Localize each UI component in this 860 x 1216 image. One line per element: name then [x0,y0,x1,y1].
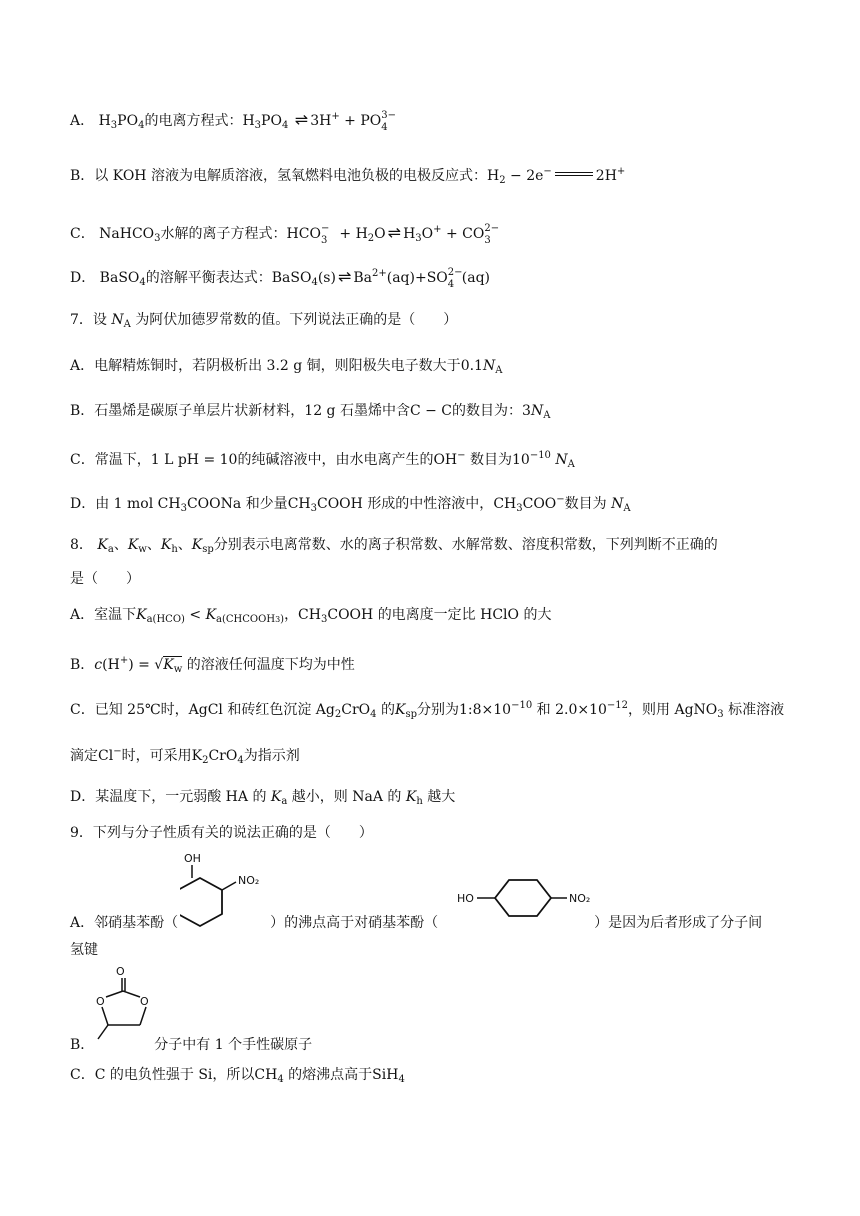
q9-option-c: C．C 的电负性强于 Si，所以$CH_4$ 的熔沸点高于SiH$_4$ [70,1067,405,1085]
equals-sign-icon [555,172,593,176]
svg-text:HO: HO [457,892,474,905]
q8-stem: 8． $K_a$、$K_w$、$K_h$、$K_{sp}$分别表示电离常数、水的离子积常数、水解常数、溶度积常数，下列判断不正确的 [70,537,718,555]
svg-text:O: O [140,995,149,1008]
q8-option-b: B．$c(H^+) = √K_w$ 的溶液任何温度下均为中性 [70,655,355,675]
svg-text:NO₂: NO₂ [569,892,591,905]
propylene-carbonate-structure [92,963,162,1045]
para-nitrophenol-structure [455,872,605,920]
svg-text:O: O [116,965,125,978]
q6-option-c: C． NaHCO$_3$水解的离子方程式：HCO − 3 + $H_2O$ ⇌ $H_3O^+$ + CO 2− 3 [70,223,500,246]
q7-stem: 7．设 $N_A$ 为阿伏加德罗常数的值。下列说法正确的是（ ） [70,312,458,330]
q9-option-a-cont: 氢键 [70,942,98,958]
q8-stem-cont: 是（ ） [70,571,140,587]
q7-option-a: A．电解精炼铜时，若阴极析出 3.2 g 铜，则阳极失电子数大于$0.1N_A$ [70,358,503,376]
svg-text:OH: OH [184,852,201,865]
q6-option-a: A． $H_3PO_4$的电离方程式：$H_3PO_4$ ⇌ 3H+ + PO 3− 4 [70,110,396,133]
q7-option-c: C．常温下，1 L pH = 10的纯碱溶液中，由水电离产生的OH− 数目为$10^{-10}$ $N_A$ [70,450,575,470]
q6-option-d: D． BaSO$_4$的溶解平衡表达式：BaSO$_4$(s) ⇌ $Ba^{2+}(aq)+SO$ 2− 4 (aq) [70,267,491,290]
q9-option-b: B． 分子中有 1 个手性碳原子 [70,1037,313,1053]
q8-option-a: A．室温下$K_{a(HCO)} < K_{a(CHCOOH3)}$，$CH_3COOH$ 的电离度一定比 HClO 的大 [70,607,552,625]
q8-option-c-cont: 滴定Cl−时，可采用$K_2CrO_4$为指示剂 [70,746,300,766]
q7-option-b: B．石墨烯是碳原子单层片状新材料，12 g 石墨烯中含C − C的数目为：$3N_A$ [70,403,551,421]
equilibrium-arrow-icon: ⇌ [387,223,402,242]
q6-option-b: B．以 KOH 溶液为电解质溶液，氢氧燃料电池负极的电极反应式：$H_2 - 2e^-$ 2H+ [70,166,626,186]
q8-option-c: C．已知 25℃时，AgCl 和砖红色沉淀 $Ag_2CrO_4$ 的$K_{sp}$分别为$1:8\times 10^{-10}$ 和 $2.0\times 10^{-12}$，则用 AgNO$_3$ 标准溶液 [70,700,785,720]
q7-option-d: D．由 1 mol $CH_3COONa$ 和少量$CH_3COOH$ 形成的中性溶液中，$CH_3COO^-$数目为 $N_A$ [70,494,631,514]
q9-option-a: A．邻硝基苯酚（ ）的沸点高于对硝基苯酚（ ）是因为后者形成了分子间 [70,915,763,931]
svg-text:NO₂: NO₂ [238,874,260,887]
equilibrium-arrow-icon: ⇌ [294,110,309,129]
svg-text:O: O [96,995,105,1008]
q8-option-d: D．某温度下，一元弱酸 HA 的 $K_a$ 越小，则 NaA 的 $K_h$ 越大 [70,789,456,807]
q9-stem: 9．下列与分子性质有关的说法正确的是（ ） [70,825,373,841]
equilibrium-arrow-icon: ⇌ [337,267,352,286]
